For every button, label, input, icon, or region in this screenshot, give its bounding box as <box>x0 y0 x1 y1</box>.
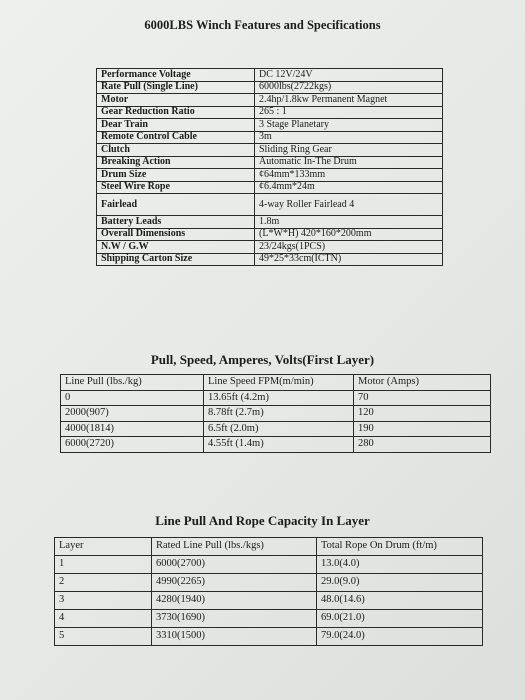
spec-value: Sliding Ring Gear <box>255 144 443 157</box>
table-cell: 2 <box>55 574 152 592</box>
column-header: Layer <box>55 538 152 556</box>
spec-label: Drum Size <box>97 169 255 182</box>
spec-value: 49*25*33cm(ICTN) <box>255 253 443 266</box>
document-title: 6000LBS Winch Features and Specifications <box>144 18 381 32</box>
pull-speed-table <box>60 374 491 453</box>
table-cell: 4000(1814) <box>61 421 204 437</box>
table-cell: 120 <box>354 406 491 422</box>
spec-value: (L*W*H) 420*160*200mm <box>255 228 443 241</box>
spec-label: Motor <box>97 94 255 107</box>
spec-label: Breaking Action <box>97 156 255 169</box>
spec-label: Rate Pull (Single Line) <box>97 81 255 94</box>
table-cell: 13.0(4.0) <box>317 556 483 574</box>
table-cell: 29.0(9.0) <box>317 574 483 592</box>
spec-row <box>97 156 443 169</box>
pull-speed-body <box>61 390 491 452</box>
table-cell: 70 <box>354 390 491 406</box>
specifications-table <box>96 68 443 266</box>
table-cell: 3 <box>55 592 152 610</box>
rope-capacity-body <box>55 556 483 646</box>
table-cell: 0 <box>61 390 204 406</box>
spec-value: 3m <box>255 131 443 144</box>
spec-label: Fairlead <box>97 194 255 216</box>
spec-row <box>97 119 443 132</box>
table-row <box>55 610 483 628</box>
spec-row <box>97 69 443 82</box>
table-row <box>55 592 483 610</box>
spec-value: ¢64mm*133mm <box>255 169 443 182</box>
spec-label: Remote Control Cable <box>97 131 255 144</box>
table-cell: 5 <box>55 628 152 646</box>
spec-label: Clutch <box>97 144 255 157</box>
table-row <box>55 574 483 592</box>
spec-row <box>97 216 443 229</box>
column-header: Motor (Amps) <box>354 375 491 391</box>
spec-label: Shipping Carton Size <box>97 253 255 266</box>
spec-row <box>97 81 443 94</box>
table-row <box>61 421 491 437</box>
table-cell: 4280(1940) <box>152 592 317 610</box>
spec-row <box>97 228 443 241</box>
table-cell: 6000(2700) <box>152 556 317 574</box>
table-cell: 3310(1500) <box>152 628 317 646</box>
spec-value: 2.4hp/1.8kw Permanent Magnet <box>255 94 443 107</box>
column-header: Line Speed FPM(m/min) <box>204 375 354 391</box>
table-row <box>55 628 483 646</box>
table-cell: 280 <box>354 437 491 453</box>
spec-label: Gear Reduction Ratio <box>97 106 255 119</box>
spec-row <box>97 181 443 194</box>
spec-label: Performance Voltage <box>97 69 255 82</box>
rope-capacity-title: Line Pull And Rope Capacity In Layer <box>155 513 370 528</box>
table-cell: 6.5ft (2.0m) <box>204 421 354 437</box>
table-row <box>61 406 491 422</box>
rope-capacity-table <box>54 537 483 646</box>
table-cell: 1 <box>55 556 152 574</box>
table-cell: 8.78ft (2.7m) <box>204 406 354 422</box>
spec-value: 265 : 1 <box>255 106 443 119</box>
spec-value: ¢6.4mm*24m <box>255 181 443 194</box>
table-cell: 13.65ft (4.2m) <box>204 390 354 406</box>
spec-label: Battery Leads <box>97 216 255 229</box>
table-cell: 69.0(21.0) <box>317 610 483 628</box>
spec-row <box>97 106 443 119</box>
spec-row <box>97 253 443 266</box>
spec-row <box>97 94 443 107</box>
spec-label: Overall Dimensions <box>97 228 255 241</box>
spec-value: DC 12V/24V <box>255 69 443 82</box>
pull-speed-header-row <box>61 375 491 391</box>
pull-speed-title: Pull, Speed, Amperes, Volts(First Layer) <box>150 352 375 367</box>
table-cell: 4.55ft (1.4m) <box>204 437 354 453</box>
spec-row <box>97 169 443 182</box>
spec-row <box>97 144 443 157</box>
spec-row <box>97 241 443 254</box>
spec-value: 1.8m <box>255 216 443 229</box>
table-cell: 4 <box>55 610 152 628</box>
column-header: Rated Line Pull (lbs./kgs) <box>152 538 317 556</box>
table-cell: 2000(907) <box>61 406 204 422</box>
table-row <box>61 390 491 406</box>
spec-value: 6000lbs(2722kgs) <box>255 81 443 94</box>
spec-row <box>97 131 443 144</box>
table-cell: 190 <box>354 421 491 437</box>
table-cell: 79.0(24.0) <box>317 628 483 646</box>
table-row <box>55 556 483 574</box>
spec-value: 23/24kgs(1PCS) <box>255 241 443 254</box>
column-header: Line Pull (lbs./kg) <box>61 375 204 391</box>
spec-value: 3 Stage Planetary <box>255 119 443 132</box>
rope-capacity-header-row <box>55 538 483 556</box>
spec-value: 4-way Roller Fairlead 4 <box>255 194 443 216</box>
table-row <box>61 437 491 453</box>
table-cell: 6000(2720) <box>61 437 204 453</box>
table-cell: 48.0(14.6) <box>317 592 483 610</box>
column-header: Total Rope On Drum (ft/m) <box>317 538 483 556</box>
table-cell: 4990(2265) <box>152 574 317 592</box>
spec-label: Dear Train <box>97 119 255 132</box>
spec-value: Automatic In-The Drum <box>255 156 443 169</box>
spec-label: N.W / G.W <box>97 241 255 254</box>
table-cell: 3730(1690) <box>152 610 317 628</box>
spec-row <box>97 194 443 216</box>
specifications-body <box>97 69 443 266</box>
spec-label: Steel Wire Rope <box>97 181 255 194</box>
